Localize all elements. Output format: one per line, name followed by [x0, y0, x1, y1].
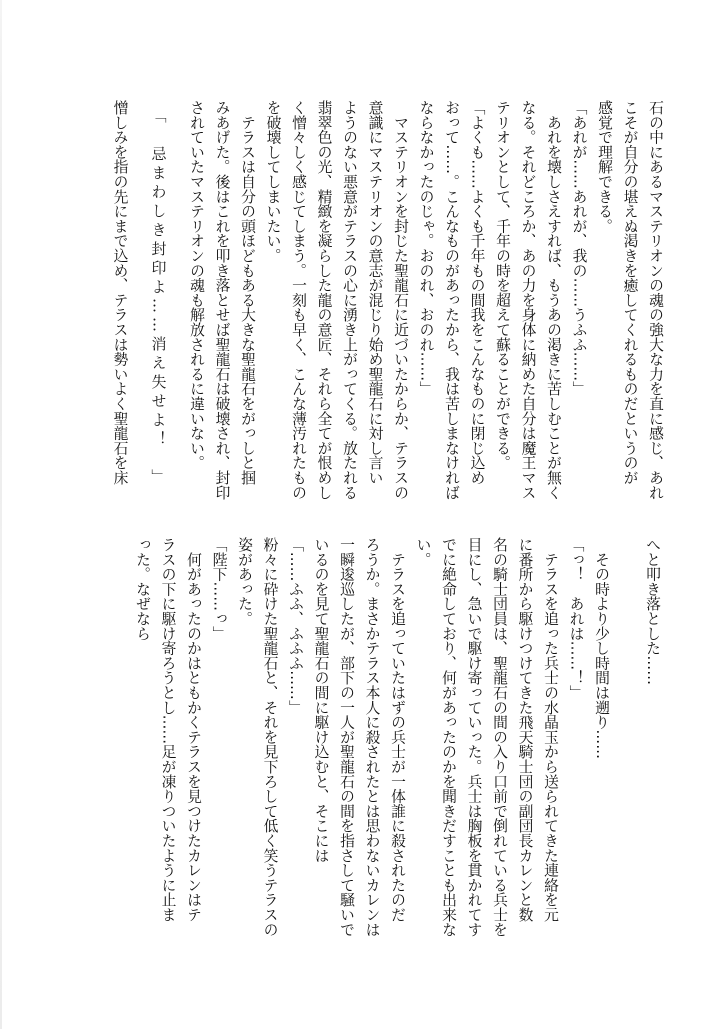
upper-text-block: [107, 100, 668, 520]
text-column: へと叩き落とした……: [644, 537, 661, 685]
text-column: こそが自分の堪えぬ渇きを癒してくれるものだというのが: [621, 100, 639, 485]
text-column: テラスを追っていたはずの兵士が一体誰に殺されたのだ: [389, 537, 406, 922]
text-column: ろうか。まさかテラス本人に殺されたとは思わないカレンは: [363, 537, 381, 937]
text-column: 石の中にあるマステリオンの魂の強大な力を直に感じ、あれ: [647, 100, 664, 500]
text-column: 粉々に砕けた聖龍石と、それを見下ろして低く笑うテラスの: [261, 537, 279, 937]
text-column: でに絶命しており、何があったのかを聞きだすことも出来な: [440, 537, 457, 937]
text-column: 姿があった。: [236, 537, 253, 626]
dialogue-column: 「陛下……っ」: [210, 537, 228, 641]
dialogue-column: 「あれが……あれが、我の……うふふ……」: [570, 100, 588, 396]
text-column: 何があったのかはともかくテラスを見つけたカレンはテ: [185, 537, 202, 922]
text-column: った。なぜなら: [134, 537, 151, 641]
scan-edge-shadow: [0, 0, 2, 1029]
text-column: 翡翠色の光、精緻を凝らした龍の意匠、それら全てが恨めし: [315, 100, 333, 500]
dialogue-column: おって……。こんなものがあったから、我は苦しまなければ: [443, 100, 460, 500]
text-column: されていたマステリオンの魂も解放されるに違いない。: [188, 100, 205, 470]
dialogue-column: 「よくも……よくも千年もの間我をこんなものに閉じ込め: [468, 100, 486, 485]
scene-break-blank-column: [614, 537, 640, 957]
lower-text-block: [130, 537, 666, 957]
text-column: いるのを見て聖龍石の間に駆け込むと、そこには: [312, 537, 330, 863]
text-column: く憎々しく感じてしまう。一刻も早く、こんな薄汚れたもの: [290, 100, 307, 500]
text-column: を破壊してしまいたい。: [264, 100, 282, 263]
dialogue-column: ならなかったのじゃ。おのれ、おのれ……」: [417, 100, 435, 396]
emphasized-shout-column: 「 忌まわしき封印よ……消え失せよ！ 」: [149, 108, 168, 488]
text-column: 感覚で理解できる。: [596, 100, 613, 234]
text-column: 憎しみを指の先にまで込め、テラスは勢いよく聖龍石を床: [111, 100, 129, 485]
text-column: テラスは自分の頭ほどもある大きな聖龍石をがっしと掴: [239, 100, 256, 485]
text-column: 目にし、急いで駆け寄っていった。兵士は胸板を貫かれてす: [465, 537, 483, 937]
text-column: ラスの下に駆け寄ろうとし……足が凍りついたように止ま: [159, 537, 177, 922]
text-column: マステリオンを封じた聖龍石に近づいたからか、テラスの: [392, 100, 409, 500]
text-column: なる。それどころか、あの力を身体に納めた自分は魔王マス: [519, 100, 537, 500]
text-column: テラスを追った兵士の水晶玉から送られてきた連絡を元: [542, 537, 559, 922]
text-column: 名の騎士団員は、聖龍石の間の入り口前で倒れている兵士を: [491, 537, 508, 937]
text-column: みあげた。後はこれを叩き落とせば聖龍石は破壊され、封印: [213, 100, 231, 500]
text-column: テリオンとして、千年の時を超えて蘇ることができる。: [494, 100, 511, 470]
text-column: あれを壊しさえすれば、もうあの渇きに苦しむことが無く: [545, 100, 562, 500]
text-column: ようのない悪意がテラスの心に湧き上がってくる。放たれる: [341, 100, 358, 500]
text-column: い。: [414, 537, 432, 567]
text-column: 一瞬逡巡したが、部下の一人が聖龍石の間を指さして騒いで: [338, 537, 355, 937]
text-column: その時より少し時間は遡り……: [593, 537, 610, 759]
text-column: 意識にマステリオンの意志が混じり始め聖龍石に対し言い: [366, 100, 384, 485]
dialogue-column: 「……ふふ、ふふふ……」: [287, 537, 304, 715]
dialogue-column: 「っ！ あれは……！」: [567, 537, 585, 700]
text-column: に番所から駆けつけてきた飛天騎士団の副団長カレンと数: [516, 537, 534, 922]
